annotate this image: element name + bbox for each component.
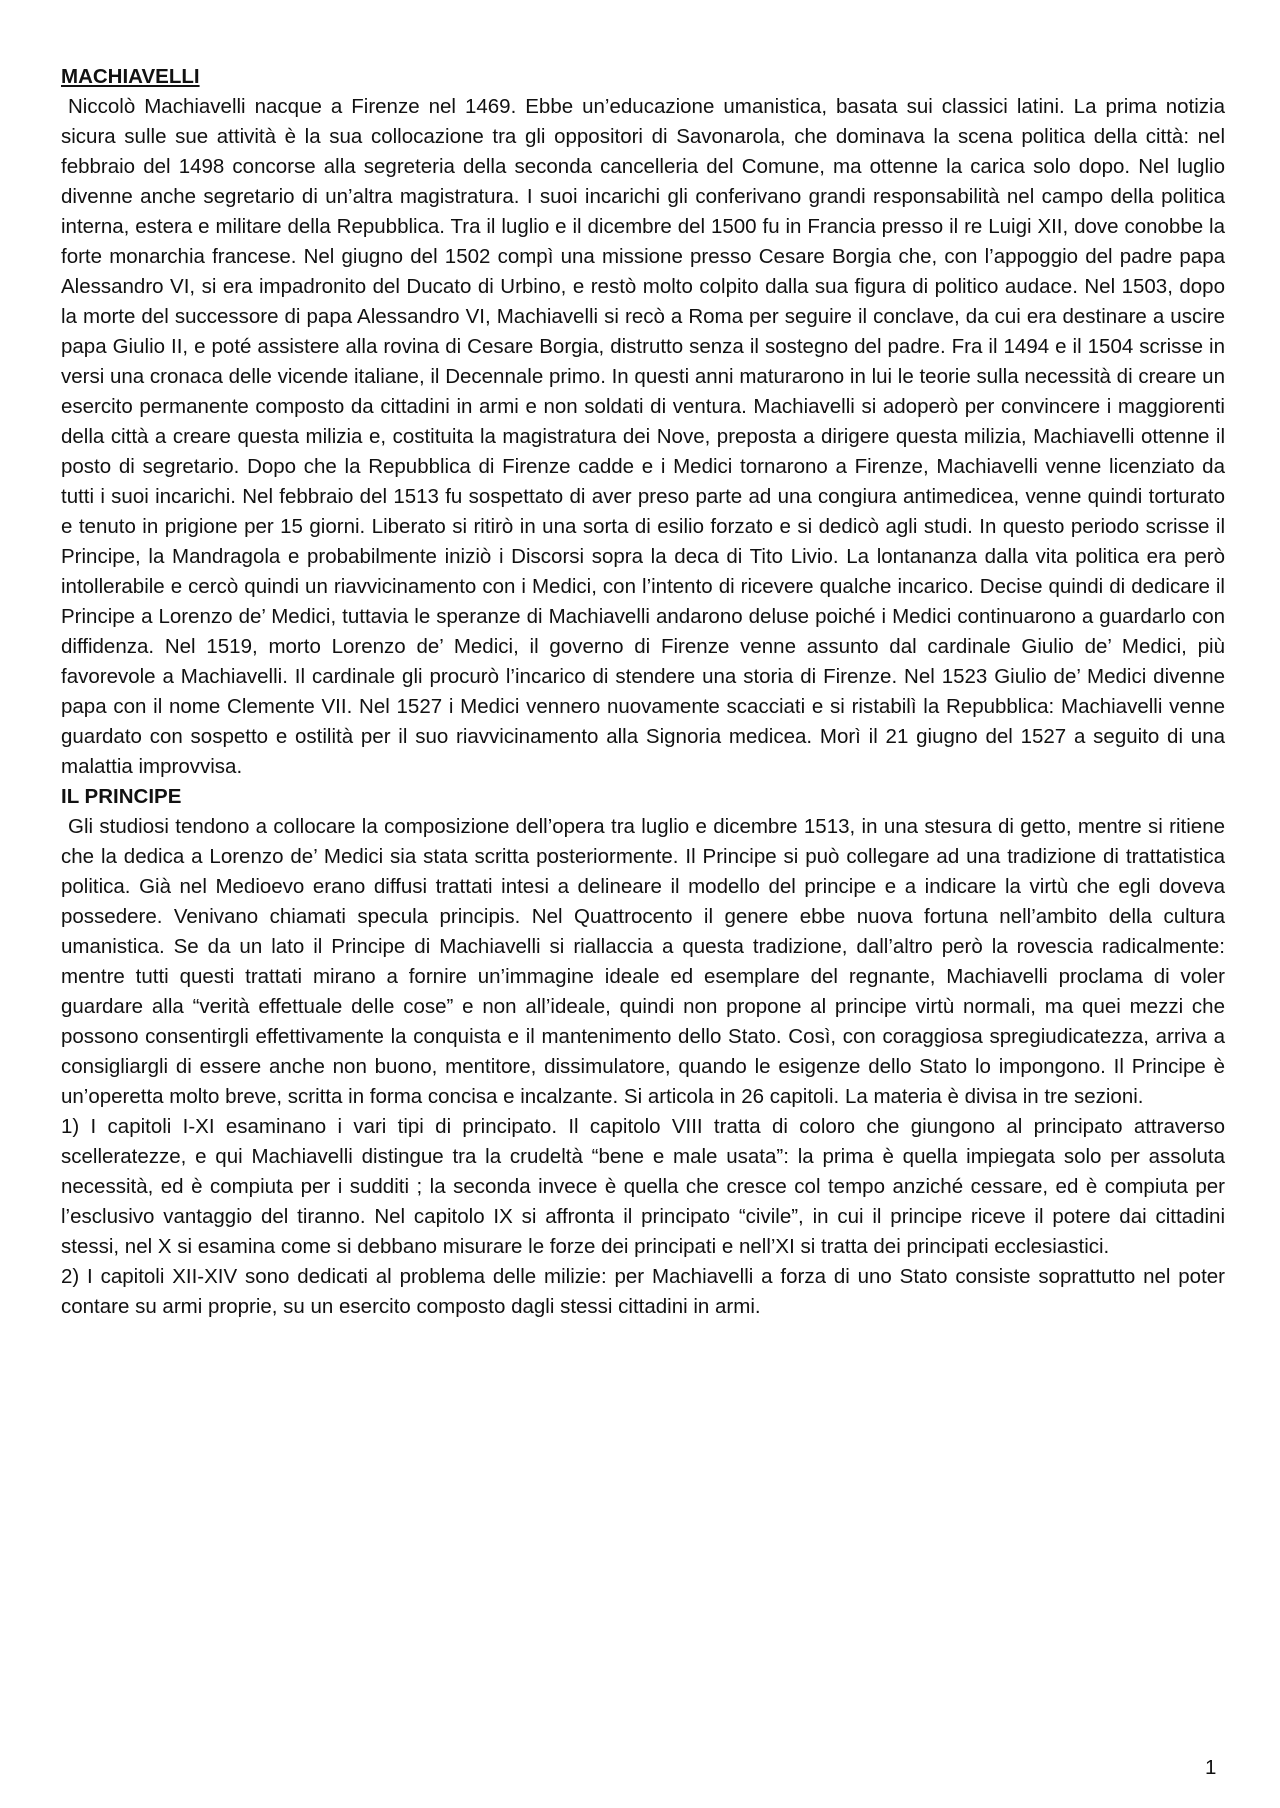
principe-point-2: 2) I capitoli XII-XIV sono dedicati al problema delle milizie: per Machiavelli a forza di uno Stato consiste soprattutto nel poter contare su armi proprie, su un esercito composto dagli stessi cittadini in armi.: [61, 1265, 1225, 1318]
section-title-il-principe: IL PRINCIPE: [61, 785, 182, 808]
principe-point-1: 1) I capitoli I-XI esaminano i vari tipi di principato. Il capitolo VIII tratta di coloro che giungono al principato attraverso scelleratezze, e qui Machiavelli distingue tra la crudeltà “bene e male usata”: la prima è quella impiegata solo per assoluta necessità, ed è compiuta per i sudditi ; la seconda invece è quella che cresce col tempo anziché cessare, ed è compiuta per l’esclusivo vantaggio del tiranno. Nel capitolo IX si affronta il principato “civile”, in cui il principe riceve il potere dai cittadini stessi, nel X si esamina come si debbano misurare le forze dei principati e nell’XI si tratta dei principati ecclesiastici.: [61, 1115, 1225, 1258]
page-number: 1: [1205, 1756, 1217, 1779]
document-page: [61, 62, 1225, 1322]
section-title-machiavelli: MACHIAVELLI: [61, 65, 200, 88]
principe-intro-paragraph: Gli studiosi tendono a collocare la composizione dell’opera tra luglio e dicembre 1513, in una stesura di getto, mentre si ritiene che la dedica a Lorenzo de’ Medici sia stata scritta posteriormente. Il Principe si può collegare ad una tradizione di trattatistica politica. Già nel Medioevo erano diffusi trattati intesi a delineare il modello del principe e a indicare la virtù che egli doveva possedere. Venivano chiamati specula principis. Nel Quattrocento il genere ebbe nuova fortuna nell’ambito della cultura umanistica. Se da un lato il Principe di Machiavelli si riallaccia a questa tradizione, dall’altro però la rovescia radicalmente: mentre tutti questi trattati mirano a fornire un’immagine ideale ed esemplare del regnante, Machiavelli proclama di voler guardare alla “verità effettuale delle cose” e non all’ideale, quindi non propone al principe virtù normali, ma quei mezzi che possono consentirgli effettivamente la conquista e il mantenimento dello Stato. Così, con coraggiosa spregiudicatezza, arriva a consigliargli di essere anche non buono, mentitore, dissimulatore, quando le esigenze dello Stato lo impongono. Il Principe è un’operetta molto breve, scritta in forma concisa e incalzante. Si articola in 26 capitoli. La materia è divisa in tre sezioni.: [61, 815, 1225, 1108]
biography-paragraph: Niccolò Machiavelli nacque a Firenze nel 1469. Ebbe un’educazione umanistica, basata sui classici latini. La prima notizia sicura sulle sue attività è la sua collocazione tra gli oppositori di Savonarola, che dominava la scena politica della città: nel febbraio del 1498 concorse alla segreteria della seconda cancelleria del Comune, ma ottenne la carica solo dopo. Nel luglio divenne anche segretario di un’altra magistratura. I suoi incarichi gli conferivano grandi responsabilità nel campo della politica interna, estera e militare della Repubblica. Tra il luglio e il dicembre del 1500 fu in Francia presso il re Luigi XII, dove conobbe la forte monarchia francese. Nel giugno del 1502 compì una missione presso Cesare Borgia che, con l’appoggio del padre papa Alessandro VI, si era impadronito del Ducato di Urbino, e restò molto colpito dalla sua figura di politico audace. Nel 1503, dopo la morte del successore di papa Alessandro VI, Machiavelli si recò a Roma per seguire il conclave, da cui era destinare a uscire papa Giulio II, e poté assistere alla rovina di Cesare Borgia, distrutto senza il sostegno del padre. Fra il 1494 e il 1504 scrisse in versi una cronaca delle vicende italiane, il Decennale primo. In questi anni maturarono in lui le teorie sulla necessità di creare un esercito permanente composto da cittadini in armi e non soldati di ventura. Machiavelli si adoperò per convincere i maggiorenti della città a creare questa milizia e, costituita la magistratura dei Nove, preposta a dirigere questa milizia, Machiavelli ottenne il posto di segretario. Dopo che la Repubblica di Firenze cadde e i Medici tornarono a Firenze, Machiavelli venne licenziato da tutti i suoi incarichi. Nel febbraio del 1513 fu sospettato di aver preso parte ad una congiura antimedicea, venne quindi torturato e tenuto in prigione per 15 giorni. Liberato si ritirò in una sorta di esilio forzato e si dedicò agli studi. In questo periodo scrisse il Principe, la Mandragola e probabilmente iniziò i Discorsi sopra la deca di Tito Livio. La lontananza dalla vita politica era però intollerabile e cercò quindi un riavvicinamento con i Medici, con l’intento di ricevere qualche incarico. Decise quindi di dedicare il Principe a Lorenzo de’ Medici, tuttavia le speranze di Machiavelli andarono deluse poiché i Medici continuarono a guardarlo con diffidenza. Nel 1519, morto Lorenzo de’ Medici, il governo di Firenze venne assunto dal cardinale Giulio de’ Medici, più favorevole a Machiavelli. Il cardinale gli procurò l’incarico di stendere una storia di Firenze. Nel 1523 Giulio de’ Medici divenne papa con il nome Clemente VII. Nel 1527 i Medici vennero nuovamente scacciati e si ristabilì la Repubblica: Machiavelli venne guardato con sospetto e ostilità per il suo riavvicinamento alla Signoria medicea. Morì il 21 giugno del 1527 a seguito di una malattia improvvisa.: [61, 95, 1225, 778]
